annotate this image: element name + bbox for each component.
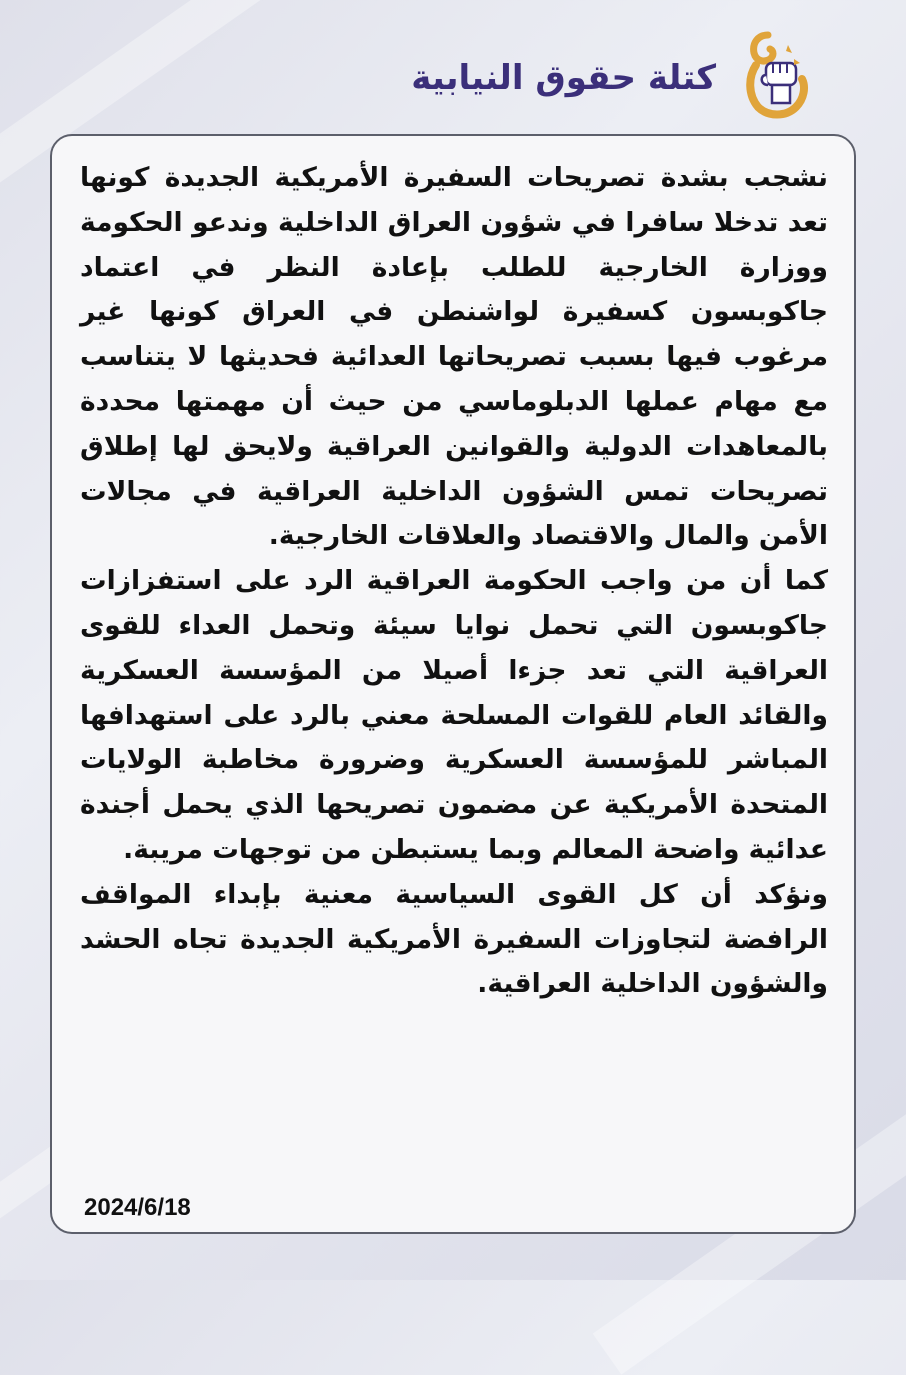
statement-paragraph: كما أن من واجب الحكومة العراقية الرد على استفزازات جاكوبسون التي تحمل نوايا سيئة وتحمل العداء للقوى العراقية التي تعد جزءا أصيلا من المؤسسة العسكرية والقائد العام للقوات المسلحة معني بالرد على استهدافها المباشر للمؤسسة العسكرية وضرورة مخاطبة الولايات المتحدة الأمريكية عن مضمون تصريحها الذي يحمل أجندة عدائية واضحة المعالم وبما يستبطن من توجهات مريبة. <box>80 565 828 865</box>
statement-paragraph: نشجب بشدة تصريحات السفيرة الأمريكية الجديدة كونها تعد تدخلا سافرا في شؤون العراق الداخلية وندعو الحكومة ووزارة الخارجية للطلب بإعادة النظر في اعتماد جاكوبسون كسفيرة لواشنطن في العراق كونها غير مرغوب فيها بسبب تصريحاتها العدائية فحديثها لا يتناسب مع مهام عملها الدبلوماسي من حيث أن مهمتها محددة بالمعاهدات الدولية والقوانين العراقية ولايحق لها إطلاق تصريحات تمس الشؤون الداخلية العراقية في مجالات الأمن والمال والاقتصاد والعلاقات الخارجية. <box>80 162 828 552</box>
raised-fist-logo-icon <box>734 25 820 121</box>
statement-paragraph: ونؤكد أن كل القوى السياسية معنية بإبداء المواقف الرافضة لتجاوزات السفيرة الأمريكية الجديدة تجاه الحشد والشؤون الداخلية العراقية. <box>80 878 828 1000</box>
organization-title: كتلة حقوق النيابية <box>411 58 716 98</box>
statement-body <box>80 156 828 1007</box>
header <box>411 18 820 128</box>
statement-date: 2024/6/18 <box>84 1194 191 1221</box>
